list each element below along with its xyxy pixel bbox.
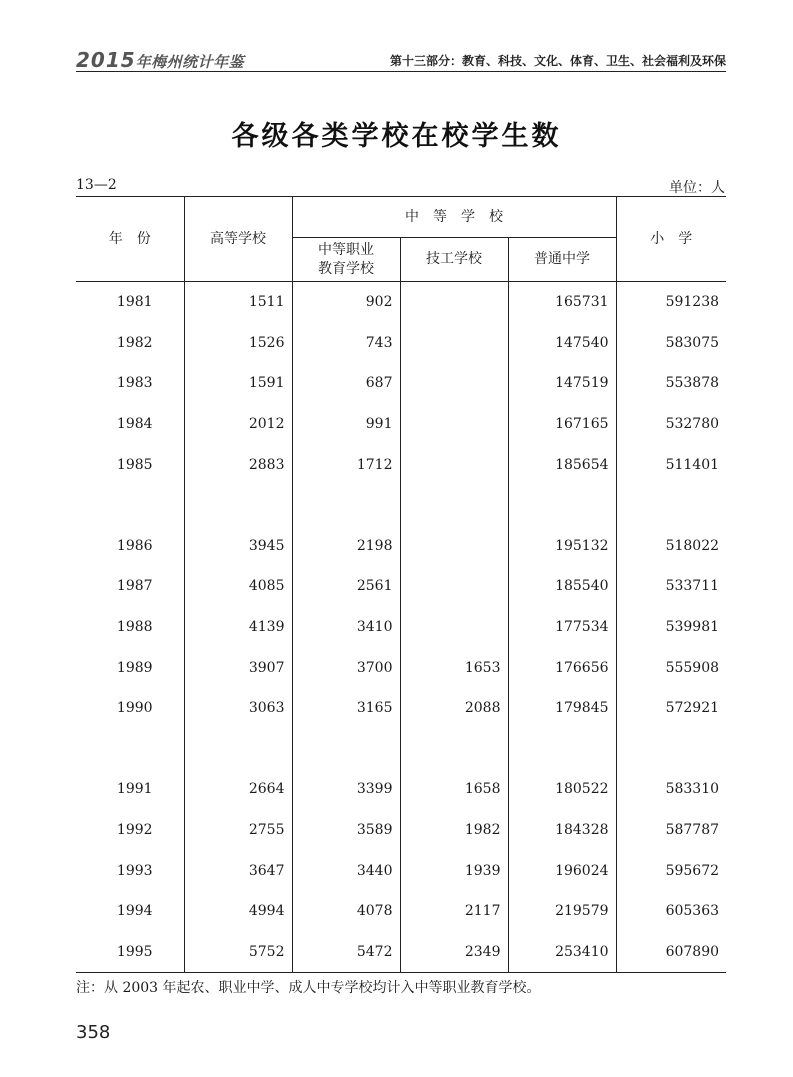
cell-higher: 4085 <box>184 566 292 607</box>
running-header <box>76 44 726 70</box>
cell-general: 184328 <box>508 810 616 851</box>
cell-higher: 2664 <box>184 769 292 810</box>
cell-vocational: 902 <box>292 282 400 323</box>
header-rule <box>76 71 726 72</box>
spacer-cell <box>616 485 726 526</box>
cell-technical: 2088 <box>400 688 508 729</box>
cell-year: 1993 <box>116 862 153 879</box>
cell-primary: 518022 <box>616 526 726 567</box>
col-header-secondary-group: 中 等 学 校 <box>292 197 616 238</box>
cell-vocational: 2198 <box>292 526 400 567</box>
cell-technical: 1939 <box>400 850 508 891</box>
table-row <box>76 891 726 932</box>
page-number: 358 <box>76 1022 111 1043</box>
spacer-cell <box>616 729 726 770</box>
cell-year: 1981 <box>116 294 153 311</box>
cell-vocational: 3165 <box>292 688 400 729</box>
cell-higher: 5752 <box>184 932 292 973</box>
spacer-cell <box>292 729 400 770</box>
table-body <box>76 282 726 973</box>
unit-label: 单位：人 <box>669 180 725 196</box>
cell-vocational: 687 <box>292 363 400 404</box>
cell-technical: 2349 <box>400 932 508 973</box>
table-row <box>76 444 726 485</box>
cell-general: 165731 <box>508 282 616 323</box>
spacer-cell <box>400 485 508 526</box>
cell-year: 1994 <box>116 903 153 920</box>
cell-technical <box>400 404 508 445</box>
cell-technical: 1653 <box>400 647 508 688</box>
table-row <box>76 363 726 404</box>
student-enrollment-table <box>76 196 726 973</box>
col-header-technical: 技工学校 <box>400 238 508 282</box>
cell-year: 1989 <box>116 659 153 676</box>
cell-primary: 572921 <box>616 688 726 729</box>
cell-general: 147519 <box>508 363 616 404</box>
yearbook-name: 年梅州统计年鉴 <box>135 53 245 71</box>
table-row <box>76 688 726 729</box>
spacer-cell <box>184 729 292 770</box>
col-header-vocational <box>292 238 400 282</box>
cell-higher: 3907 <box>184 647 292 688</box>
cell-primary: 591238 <box>616 282 726 323</box>
cell-vocational: 743 <box>292 323 400 364</box>
cell-general: 219579 <box>508 891 616 932</box>
spacer-cell <box>400 729 508 770</box>
cell-general: 147540 <box>508 323 616 364</box>
cell-general: 179845 <box>508 688 616 729</box>
cell-general: 180522 <box>508 769 616 810</box>
cell-higher: 3063 <box>184 688 292 729</box>
cell-general: 185654 <box>508 444 616 485</box>
section-title: 第十三部分：教育、科技、文化、体育、卫生、社会福利及环保 <box>389 54 726 68</box>
spacer-cell <box>76 485 184 526</box>
group-spacer-row <box>76 485 726 526</box>
spacer-cell <box>508 729 616 770</box>
col-header-year: 年 份 <box>76 197 184 282</box>
cell-technical <box>400 444 508 485</box>
cell-primary: 583310 <box>616 769 726 810</box>
group-spacer-row <box>76 729 726 770</box>
cell-technical <box>400 526 508 567</box>
col-header-higher: 高等学校 <box>184 197 292 282</box>
cell-primary: 555908 <box>616 647 726 688</box>
cell-year: 1986 <box>116 537 153 554</box>
cell-general: 177534 <box>508 607 616 648</box>
cell-year: 1988 <box>116 619 153 636</box>
col-header-vocational-line2: 教育学校 <box>318 260 374 277</box>
cell-higher: 1511 <box>184 282 292 323</box>
cell-primary: 587787 <box>616 810 726 851</box>
spacer-cell <box>76 729 184 770</box>
cell-primary: 533711 <box>616 566 726 607</box>
cell-primary: 532780 <box>616 404 726 445</box>
page-title: 各级各类学校在校学生数 <box>231 121 562 152</box>
yearbook-year: 2015 <box>76 48 136 72</box>
cell-general: 176656 <box>508 647 616 688</box>
table-row <box>76 607 726 648</box>
table-row <box>76 810 726 851</box>
cell-higher: 2012 <box>184 404 292 445</box>
spacer-cell <box>184 485 292 526</box>
cell-vocational: 3589 <box>292 810 400 851</box>
cell-vocational: 3410 <box>292 607 400 648</box>
cell-year: 1982 <box>116 334 153 351</box>
cell-technical <box>400 607 508 648</box>
cell-vocational: 3399 <box>292 769 400 810</box>
table-row <box>76 932 726 973</box>
cell-technical: 1982 <box>400 810 508 851</box>
cell-general: 253410 <box>508 932 616 973</box>
cell-year: 1985 <box>116 456 153 473</box>
table-row <box>76 769 726 810</box>
table-row <box>76 323 726 364</box>
col-header-primary: 小 学 <box>616 197 726 282</box>
cell-technical <box>400 282 508 323</box>
cell-technical <box>400 323 508 364</box>
cell-technical: 1658 <box>400 769 508 810</box>
cell-year: 1995 <box>76 932 184 973</box>
cell-technical <box>400 566 508 607</box>
cell-higher: 1526 <box>184 323 292 364</box>
cell-year: 1990 <box>116 700 153 717</box>
cell-year: 1987 <box>116 578 153 595</box>
cell-general: 185540 <box>508 566 616 607</box>
cell-vocational: 3700 <box>292 647 400 688</box>
cell-primary: 539981 <box>616 607 726 648</box>
spacer-cell <box>508 485 616 526</box>
cell-higher: 4994 <box>184 891 292 932</box>
footnote: 注：从 2003 年起农、职业中学、成人中专学校均计入中等职业教育学校。 <box>76 980 541 996</box>
spacer-cell <box>292 485 400 526</box>
col-header-general-middle: 普通中学 <box>508 238 616 282</box>
cell-higher: 1591 <box>184 363 292 404</box>
cell-year: 1992 <box>116 822 153 839</box>
cell-year: 1984 <box>116 416 153 433</box>
table-row <box>76 526 726 567</box>
cell-primary: 583075 <box>616 323 726 364</box>
cell-general: 196024 <box>508 850 616 891</box>
cell-general: 195132 <box>508 526 616 567</box>
cell-vocational: 991 <box>292 404 400 445</box>
cell-vocational: 3440 <box>292 850 400 891</box>
cell-higher: 4139 <box>184 607 292 648</box>
cell-technical: 2117 <box>400 891 508 932</box>
table-row <box>76 647 726 688</box>
cell-general: 167165 <box>508 404 616 445</box>
yearbook-title <box>76 48 244 72</box>
cell-higher: 2883 <box>184 444 292 485</box>
cell-vocational: 5472 <box>292 932 400 973</box>
cell-vocational: 4078 <box>292 891 400 932</box>
table-row <box>76 282 726 323</box>
cell-higher: 2755 <box>184 810 292 851</box>
cell-primary: 607890 <box>616 932 726 973</box>
cell-vocational: 2561 <box>292 566 400 607</box>
cell-technical <box>400 363 508 404</box>
cell-year: 1983 <box>116 375 153 392</box>
table-row <box>76 566 726 607</box>
table-row <box>76 850 726 891</box>
cell-primary: 595672 <box>616 850 726 891</box>
table-number: 13—2 <box>76 177 117 193</box>
cell-primary: 553878 <box>616 363 726 404</box>
cell-higher: 3945 <box>184 526 292 567</box>
cell-primary: 605363 <box>616 891 726 932</box>
col-header-vocational-line1: 中等职业 <box>318 241 374 258</box>
cell-primary: 511401 <box>616 444 726 485</box>
table-row <box>76 404 726 445</box>
cell-year: 1991 <box>116 781 153 798</box>
cell-vocational: 1712 <box>292 444 400 485</box>
cell-higher: 3647 <box>184 850 292 891</box>
